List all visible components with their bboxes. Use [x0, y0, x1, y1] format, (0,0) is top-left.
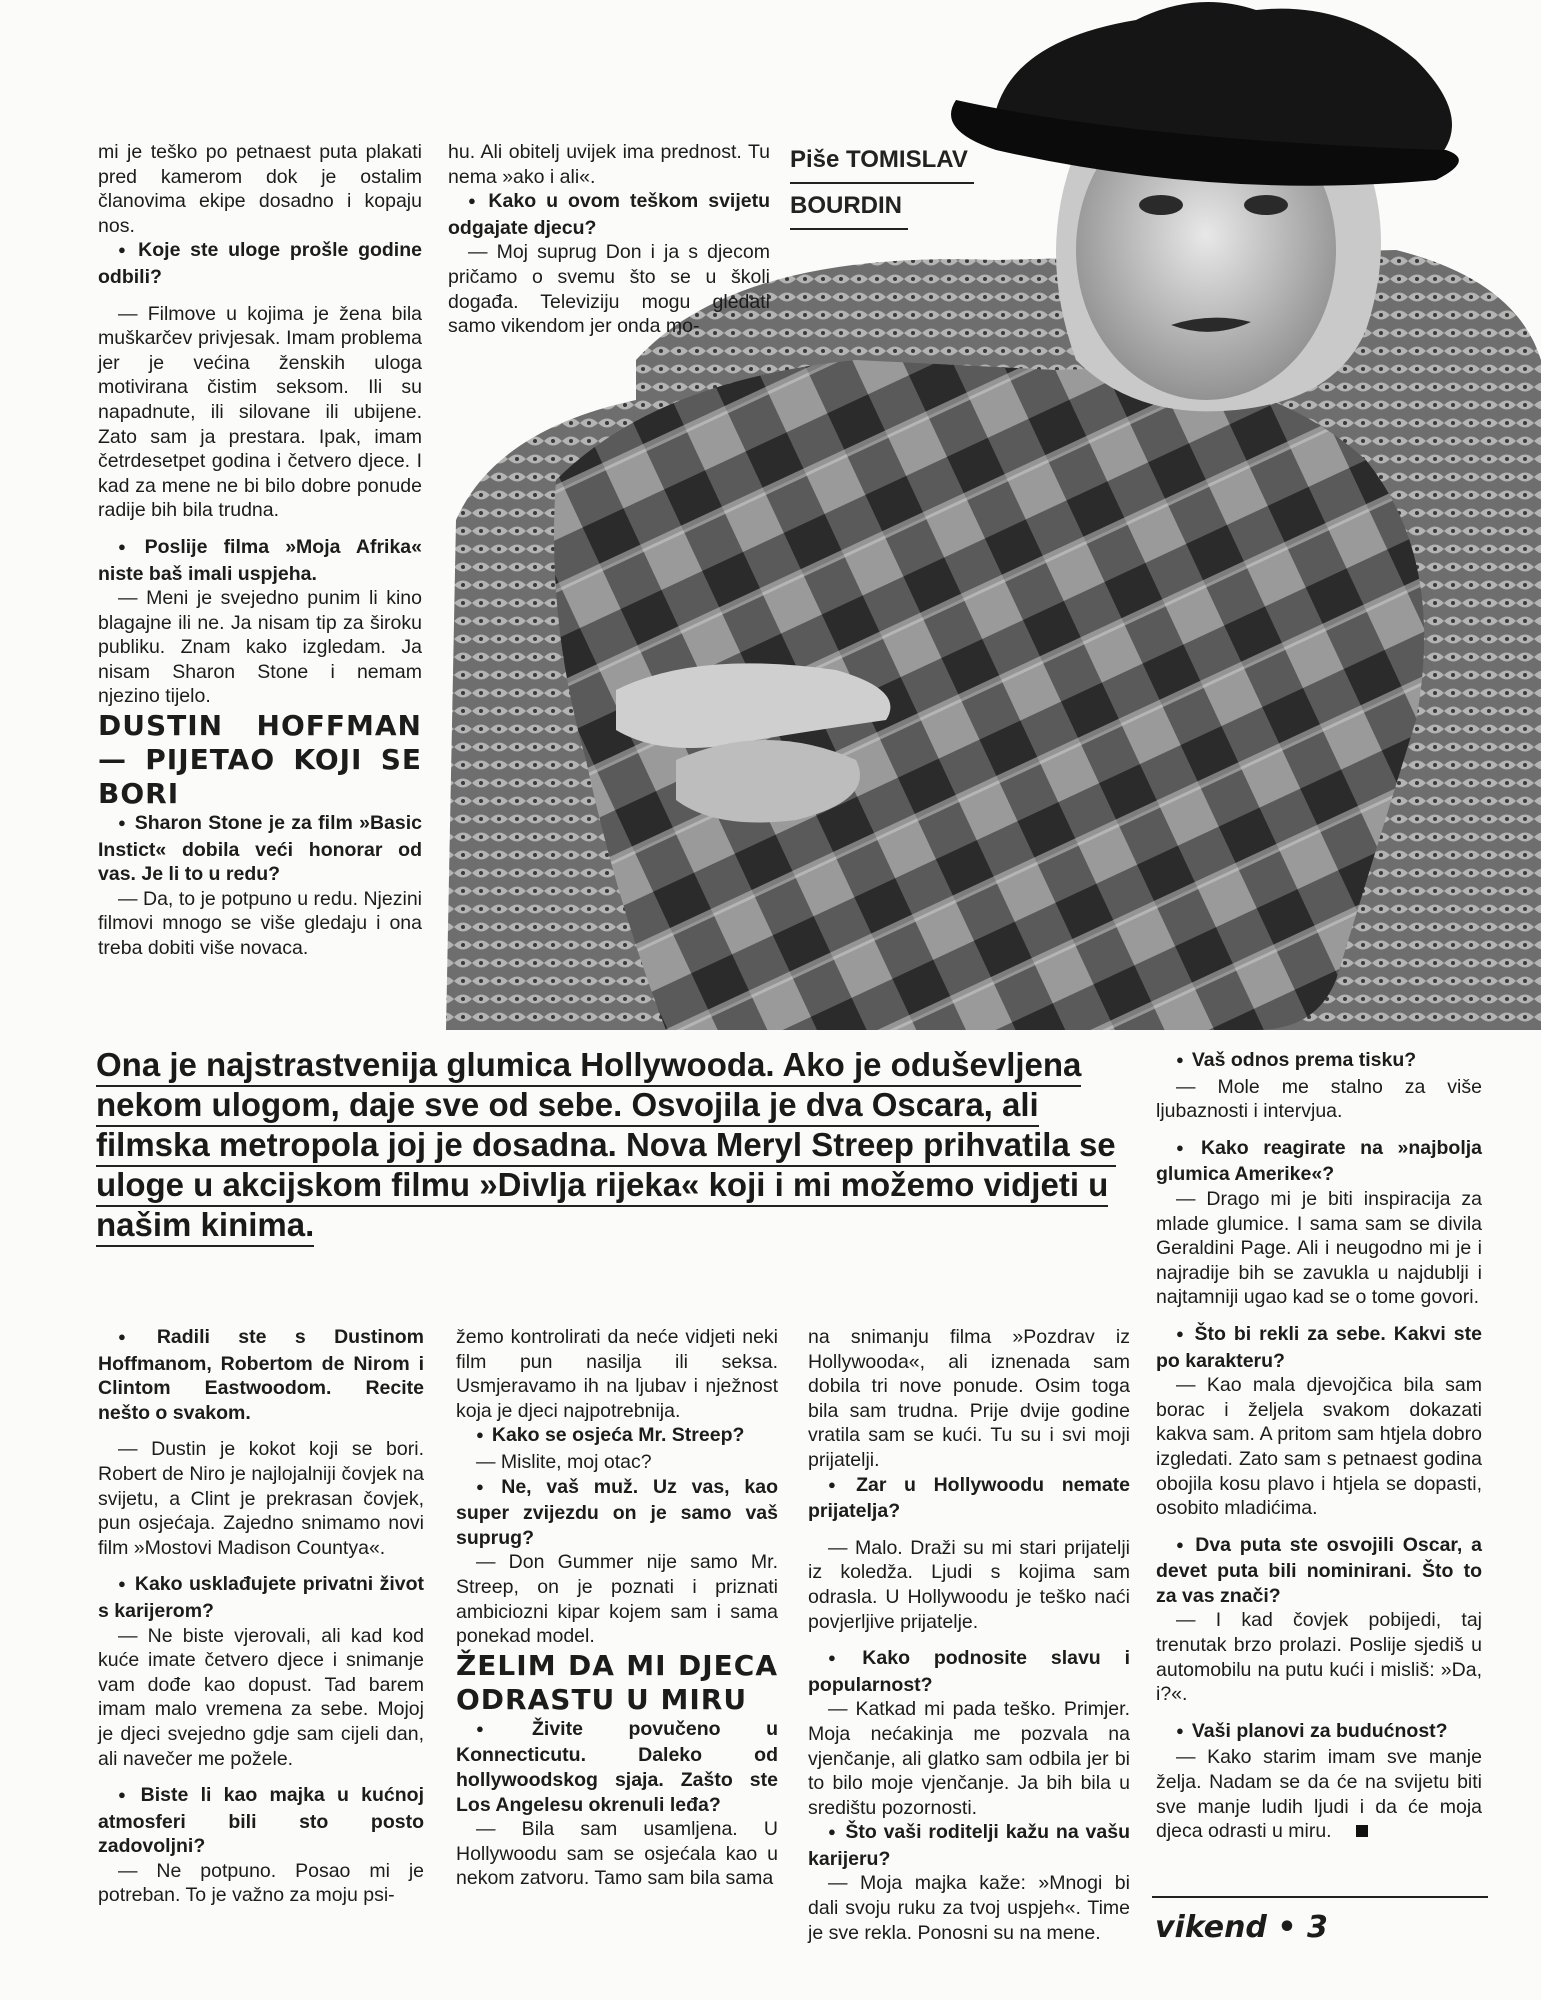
article-bottom-column-3: [808, 1325, 1130, 1945]
answer: — Ne potpuno. Posao mi je potreban. To je važno za moju psi-: [98, 1859, 424, 1907]
question: ● Ne, vaš muž. Uz vas, kao super zvijezdu on je samo vaš suprug?: [456, 1475, 778, 1551]
question: ● Vaši planovi za budućnost?: [1156, 1719, 1482, 1746]
question: ● Vaš odnos prema tisku?: [1156, 1048, 1482, 1075]
lead-paragraph: [96, 1045, 1118, 1245]
answer: — Moj suprug Don i ja s djecom pričamo o svemu što se u školi događa. Televiziju mogu gledati samo vikendom jer onda mo-: [448, 241, 770, 338]
subheading: ŽELIM DA MI DJECA ODRASTU U MIRU: [456, 1648, 778, 1716]
answer: — Malo. Draži su mi stari prijatelji iz koledža. Ljudi s kojima sam odrasla. U Hollywoodu je teško naći povjerljive prijatelje.: [808, 1536, 1130, 1633]
question: ● Sharon Stone je za film »Basic Instict« dobila veći honorar od vas. Je li to u redu?: [98, 811, 422, 887]
question: ● Kako u ovom teškom svijetu odgajate djecu?: [448, 189, 770, 240]
answer: — Kao mala djevojčica bila sam borac i željela svakom dokazati kakva sam. A pritom sam htjela dobro izgledati. Zato sam s petnaest godina obojila kosu plavo i htjela se dopasti, osobito mladićima.: [1156, 1374, 1482, 1520]
lead-text: Ona je najstrastvenija glumica Hollywooda. Ako je oduševljena nekom ulogom, daje sve od sebe. Osvojila je dva Oscara, ali filmska metropola joj je dosadna. Nova Meryl Streep prihvatila se uloge u akcijskom filmu »Divlja rijeka« koji i mi možemo vidjeti u našim kinima.: [96, 1046, 1116, 1247]
question: ● Kako reagirate na »najbolja glumica Amerike«?: [1156, 1136, 1482, 1187]
question: ● Koje ste uloge prošle godine odbili?: [98, 238, 422, 289]
question: ● Poslije filma »Moja Afrika« niste baš imali uspjeha.: [98, 535, 422, 586]
paragraph: hu. Ali obitelj uvijek ima prednost. Tu nema »ako i ali«.: [448, 141, 770, 188]
question: ● Zar u Hollywoodu nemate prijatelja?: [808, 1473, 1130, 1524]
answer: — Bila sam usamljena. U Hollywoodu sam se osjećala kao u nekom zatvoru. Tamo sam bila sama: [456, 1818, 778, 1890]
article-bottom-column-2: [456, 1325, 778, 1891]
answer-text: — Kako starim imam sve manje želja. Nadam se da će na svijetu biti sve manje ludih ljudi i da će moja djeca odrasti u miru.: [1156, 1746, 1482, 1843]
question: ● Radili ste s Dustinom Hoffmanom, Robertom de Nirom i Clintom Eastwoodom. Recite nešto o svakom.: [98, 1325, 424, 1425]
answer: — Mislite, moj otac?: [476, 1450, 652, 1473]
subheading: DUSTIN HOFFMAN — PIJETAO KOJI SE BORI: [98, 709, 422, 811]
article-column-2: [448, 140, 770, 339]
answer: — Dustin je kokot koji se bori. Robert de Niro je najlojalniji čovjek na svijetu, a Clint je prekrasan čovjek, pun osjećaja. Zajedno snimamo novi film »Mostovi Madison Countya«.: [98, 1438, 424, 1559]
question: ● Dva puta ste osvojili Oscar, a devet puta bili nominirani. Što to za vas znači?: [1156, 1533, 1482, 1609]
byline: [790, 138, 990, 230]
paragraph: mi je teško po petnaest puta plakati pred kamerom dok je ostalim članovima ekipe dosadno i kopaju nos.: [98, 141, 422, 237]
end-mark-icon: [1356, 1825, 1368, 1837]
answer: [1156, 1745, 1482, 1843]
paragraph: na snimanju filma »Pozdrav iz Hollywooda«, ali iznenada sam dobila tri nove ponude. Osim toga bila sam trudna. Prije dvije godine vratila sam se kući. Tu su i svi moji prijatelji.: [808, 1326, 1130, 1471]
answer: — Drago mi je biti inspiracija za mlade glumice. I sama sam se divila Geraldini Page. Ali i neugodno mi je i najradije bih se zavukla u najdublji i najtamniji ugao kad se o tome govori.: [1156, 1187, 1482, 1309]
question: ● Kako podnosite slavu i popularnost?: [808, 1646, 1130, 1697]
answer: — Meni je svejedno punim li kino blagajne ili ne. Ja nisam tip za široku publiku. Znam kako izgledam. Ja nisam Sharon Stone i nemam njezino tijelo.: [98, 587, 422, 708]
byline-line1: Piše TOMISLAV: [790, 138, 974, 184]
answer: — Da, to je potpuno u redu. Njezini filmovi mnogo se više gledaju i ona treba dobiti više novaca.: [98, 887, 422, 960]
question: ● Što bi rekli za sebe. Kakvi ste po karakteru?: [1156, 1322, 1482, 1373]
answer: — Don Gummer nije samo Mr. Streep, on je poznati i priznati ambiciozni kipar kojem sam i sama ponekad model.: [456, 1551, 778, 1648]
answer: — I kad čovjek pobijedi, taj trenutak brzo prolazi. Poslije sjediš u automobilu na putu kući i misliš: »Da, i?«.: [1156, 1609, 1482, 1706]
question: ● Kako usklađujete privatni život s karijerom?: [98, 1572, 424, 1623]
question: ● Biste li kao majka u kućnoj atmosferi bili sto posto zadovoljni?: [98, 1783, 424, 1859]
answer: — Mole me stalno za više ljubaznosti i intervjua.: [1156, 1075, 1482, 1123]
page-footer: vikend • 3: [1155, 1910, 1328, 1945]
article-column-right: [1156, 1048, 1482, 1844]
question: ● Živite povučeno u Konnecticutu. Daleko od hollywoodskog sjaja. Zašto ste Los Angelesu okrenuli leđa?: [456, 1717, 778, 1817]
answer: — Katkad mi pada teško. Primjer. Moja nećakinja me pozvala na vjenčanje, ali glatko sam odbila jer bi to bilo moje vjenčanje. Ja bih bila u središtu pozornosti.: [808, 1698, 1130, 1819]
question: ● Kako se osjeća Mr. Streep?: [456, 1423, 778, 1450]
question: ● Što vaši roditelji kažu na vašu karijeru?: [808, 1820, 1130, 1871]
answer: — Moja majka kaže: »Mnogi bi dali svoju ruku za tvoj uspjeh«. Time je sve rekla. Ponosni su na mene.: [808, 1872, 1130, 1944]
footer-rule: [1152, 1896, 1488, 1898]
answer: — Filmove u kojima je žena bila muškarčev privjesak. Imam problema jer je većina ženskih uloga motivirana čistim seksom. Ili su napadnute, ili silovane ili ubijene. Zato sam ja prestara. Ipak, imam četrdesetpet godina i četvero djece. I kad za mene ne bi bilo dobre ponude radije bih bila trudna.: [98, 302, 422, 522]
byline-author: BOURDIN: [790, 184, 908, 230]
paragraph: žemo kontrolirati da neće vidjeti neki film pun nasilja ili seksa. Usmjeravamo ih na ljubav i nježnost koja je djeci najpotrebnija.: [456, 1326, 778, 1422]
article-column-1: [98, 140, 422, 961]
answer: — Ne biste vjerovali, ali kad kod kuće imate četvero djece i snimanje vam dođe kao dopust. Tad barem imam malo vremena za sebe. Mojoj je djeci svejedno gdje sam cijeli dan, ali navečer me požele.: [98, 1624, 424, 1770]
article-bottom-column-1: [98, 1325, 424, 1908]
